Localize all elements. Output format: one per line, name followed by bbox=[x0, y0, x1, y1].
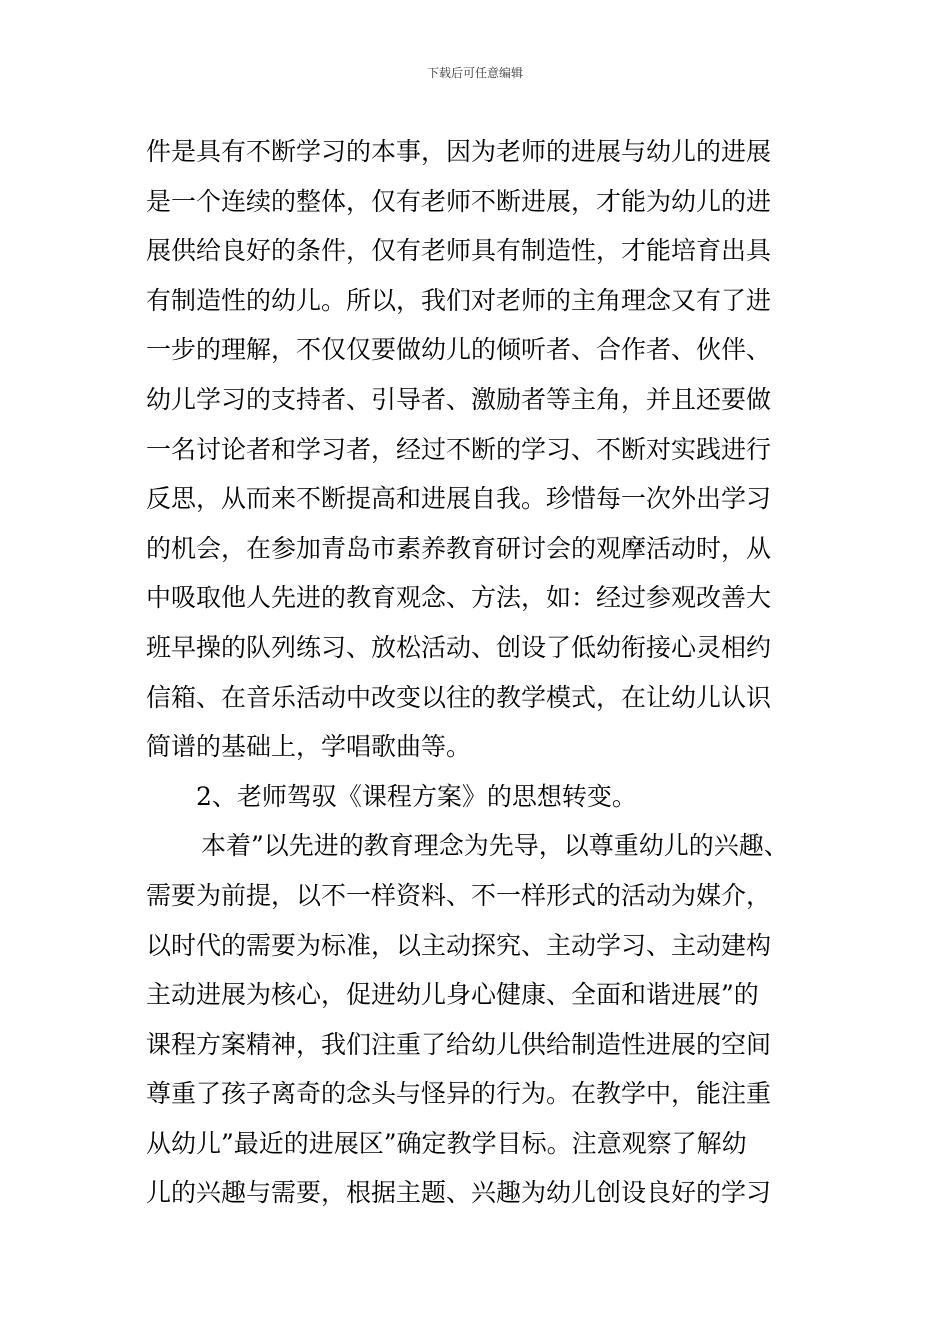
text-line: 件是具有不断学习的本事，因为老师的进展与幼儿的进展 bbox=[146, 137, 772, 166]
text-line: 从幼儿”最近的进展区”确定教学目标。注意观察了解幼 bbox=[146, 1128, 747, 1158]
text-line: 一名讨论者和学习者，经过不断的学习、不断对实践进行 bbox=[146, 434, 772, 464]
text-line: 需要为前提，以不一样资料、不一样形式的活动为媒介， bbox=[146, 880, 772, 910]
section-heading: 2、老师驾驭《课程方案》的思想转变。 bbox=[196, 781, 637, 811]
page-header: 下载后可任意编辑 bbox=[426, 66, 523, 80]
text-line: 尊重了孩子离奇的念头与怪异的行为。在教学中，能注重 bbox=[146, 1079, 772, 1109]
text-line: 幼儿学习的支持者、引导者、激励者等主角，并且还要做 bbox=[146, 384, 772, 414]
paragraph-first-line: 本着”以先进的教育理念为先导，以尊重幼儿的兴趣、 bbox=[201, 831, 789, 861]
document-body bbox=[146, 127, 826, 1218]
text-line: 信箱、在音乐活动中改变以往的教学模式，在让幼儿认识 bbox=[146, 682, 772, 712]
text-line: 课程方案精神，我们注重了给幼儿供给制造性进展的空间 bbox=[146, 1029, 772, 1059]
text-line: 中吸取他人先进的教育观念、方法，如：经过参观改善大 bbox=[146, 583, 772, 613]
text-line: 有制造性的幼儿。所以，我们对老师的主角理念又有了进 bbox=[146, 285, 772, 315]
text-line: 简谱的基础上，学唱歌曲等。 bbox=[146, 732, 472, 762]
text-line: 以时代的需要为标准，以主动探究、主动学习、主动建构 bbox=[146, 930, 772, 960]
text-line: 反思，从而来不断提高和进展自我。珍惜每一次外出学习 bbox=[146, 484, 772, 514]
text-line: 主动进展为核心，促进幼儿身心健康、全面和谐进展”的 bbox=[146, 980, 759, 1010]
text-line: 儿的兴趣与需要，根据主题、兴趣为幼儿创设良好的学习 bbox=[146, 1178, 772, 1208]
text-line: 展供给良好的条件，仅有老师具有制造性，才能培育出具 bbox=[146, 236, 772, 266]
text-line: 是一个连续的整体，仅有老师不断进展，才能为幼儿的进 bbox=[146, 186, 772, 216]
text-line: 班早操的队列练习、放松活动、创设了低幼衔接心灵相约 bbox=[146, 632, 772, 662]
text-line: 一步的理解，不仅仅要做幼儿的倾听者、合作者、伙伴、 bbox=[146, 335, 772, 365]
text-line: 的机会，在参加青岛市素养教育研讨会的观摩活动时，从 bbox=[146, 533, 772, 563]
